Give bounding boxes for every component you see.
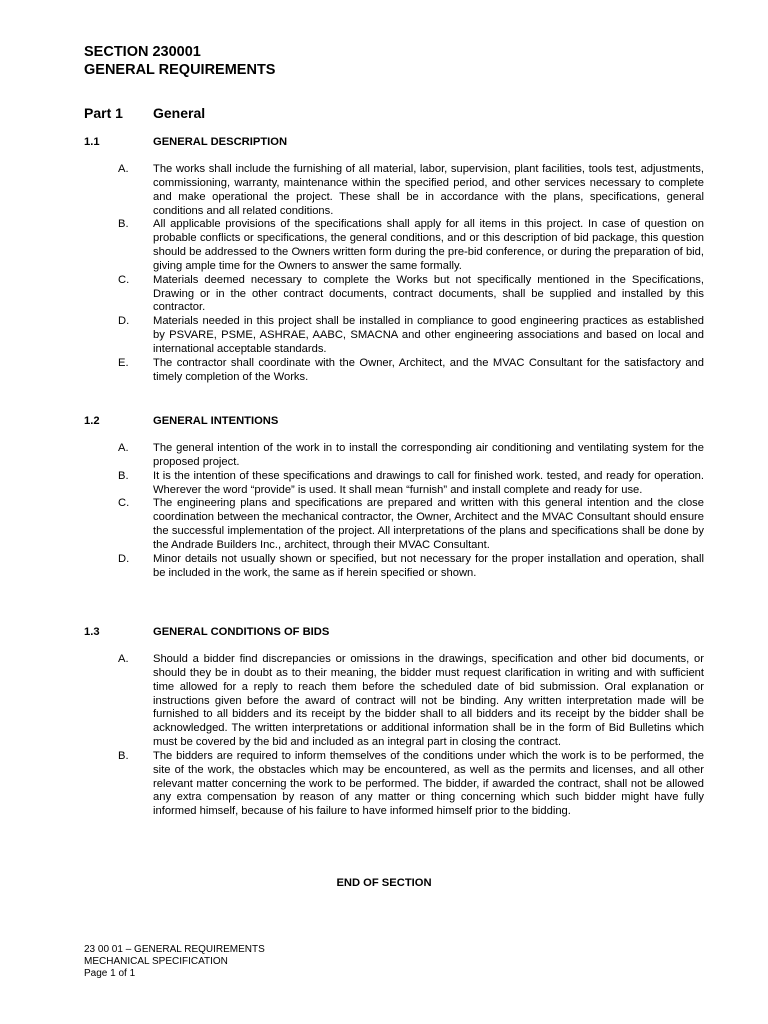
subsection-number: 1.2 [84, 415, 100, 427]
item-text: Minor details not usually shown or specified, but not necessary for the proper installation and operation, shall be included in the work, the same as if herein specified or shown. [153, 552, 704, 579]
item-letter: B. [118, 749, 129, 762]
subsection-number: 1.1 [84, 136, 100, 148]
end-of-section: END OF SECTION [336, 877, 432, 889]
subsection-title: GENERAL INTENTIONS [153, 415, 279, 427]
item-letter: B. [118, 469, 129, 482]
list-item [118, 274, 704, 316]
page-footer [84, 944, 265, 980]
item-letter: E. [118, 356, 129, 369]
item-letter: A. [118, 653, 129, 665]
item-text: Materials needed in this project shall be installed in compliance to good engineering practices as established by PSVARE, PSME, ASHRAE, AABC, SMACNA and other engineering associations and based on local and international acceptable standards. [153, 315, 704, 355]
item-text: Should a bidder find discrepancies or omissions in the drawings, specification and other bid documents, or should they be in doubt as to their meaning, the bidder must request clarification in writing and with sufficient time allowed for a reply to reach them before the scheduled date of bid submission. Oral explanation or instructions given before the award of contract will not be binding. Any written interpretation made will be furnished to all bidders and its receipt by the bidder shall to all bidders and its receipt by the bidder shall be acknowledged. The written interpretations or additional information shall be in the form of Bid Bulletins which must be covered by the bid and included as an integral part in closing the contract. [153, 653, 704, 749]
item-letter: C. [118, 273, 130, 286]
footer-line-spec: MECHANICAL SPECIFICATION [84, 956, 228, 967]
item-text: The works shall include the furnishing of all material, labor, supervision, plant facilities, tools test, adjustments, commissioning, warranty, maintenance within the specified period, and other services necessary to complete and make operational the project. These shall be in accordance with the plans, specifications, general conditions and all related conditions. [153, 163, 704, 217]
footer-line-title: 23 00 01 – GENERAL REQUIREMENTS [84, 944, 265, 955]
section-title: GENERAL REQUIREMENTS [84, 62, 276, 78]
list-item [118, 497, 704, 552]
item-text: The general intention of the work in to install the corresponding air conditioning and ventilating system for the proposed project. [153, 442, 704, 468]
list-item [118, 218, 704, 273]
item-letter: D. [118, 315, 130, 328]
item-letter: A. [118, 163, 129, 175]
item-text: The engineering plans and specifications are prepared and written with this general intention and the close coordination between the mechanical contractor, the Owner, Architect and the MVAC Consultant should ensure the successful implementation of the project. All interpretations of the plans and specifications shall be done by the Andrade Builders Inc., architect, through their MVAC Consultant. [153, 497, 704, 551]
item-letter: D. [118, 552, 130, 565]
subsection-title: GENERAL CONDITIONS OF BIDS [153, 626, 330, 638]
subsection-items-1-3 [118, 653, 704, 819]
item-text: The bidders are required to inform themselves of the conditions under which the work is to be performed, the site of the work, the obstacles which may be encountered, as well as the permits and licenses, and all other relevant matter concerning the work to be performed. The bidder, if awarded the contract, shall not be allowed any extra compensation by reason of any matter or thing concerning which such bidder might have fully informed himself, because of his failure to have informed himself prior to the bidding. [153, 749, 704, 818]
list-item [118, 553, 704, 581]
list-item [118, 163, 704, 218]
item-text: It is the intention of these specifications and drawings to call for finished work. tested, and ready for operation. Wherever the word “provide” is used. It shall mean “furnish” and install complete and ready for use. [153, 469, 704, 496]
subsection-items-1-2 [118, 442, 704, 580]
item-letter: B. [118, 218, 129, 231]
list-item [118, 442, 704, 470]
list-item [118, 653, 704, 750]
list-item [118, 750, 704, 819]
item-text: All applicable provisions of the specifications shall apply for all items in this project. In case of question on probable conflicts or specifications, the general conditions, and or this description of bid package, this question should be addressed to the Owners written form during the pre-bid conference, or during the preparation of bid, giving ample time for the Owners to answer the same formally. [153, 218, 704, 272]
subsection-number: 1.3 [84, 626, 100, 638]
item-text: Materials deemed necessary to complete the Works but not specifically mentioned in the Specifications, Drawing or in the other contract documents, contract documents, shall be supplied and installed by this contractor. [153, 273, 704, 314]
list-item [118, 470, 704, 498]
item-letter: C. [118, 497, 130, 510]
part-title: General [153, 105, 206, 121]
item-letter: A. [118, 442, 129, 454]
section-number: SECTION 230001 [84, 44, 201, 60]
part-number: Part 1 [84, 105, 123, 121]
section-heading [84, 43, 275, 79]
list-item [118, 357, 704, 385]
list-item [118, 315, 704, 357]
subsection-title: GENERAL DESCRIPTION [153, 136, 288, 148]
subsection-items-1-1 [118, 163, 704, 385]
item-text: The contractor shall coordinate with the Owner, Architect, and the MVAC Consultant for the satisfactory and timely completion of the Works. [153, 356, 704, 383]
footer-page-number: Page 1 of 1 [84, 968, 136, 979]
